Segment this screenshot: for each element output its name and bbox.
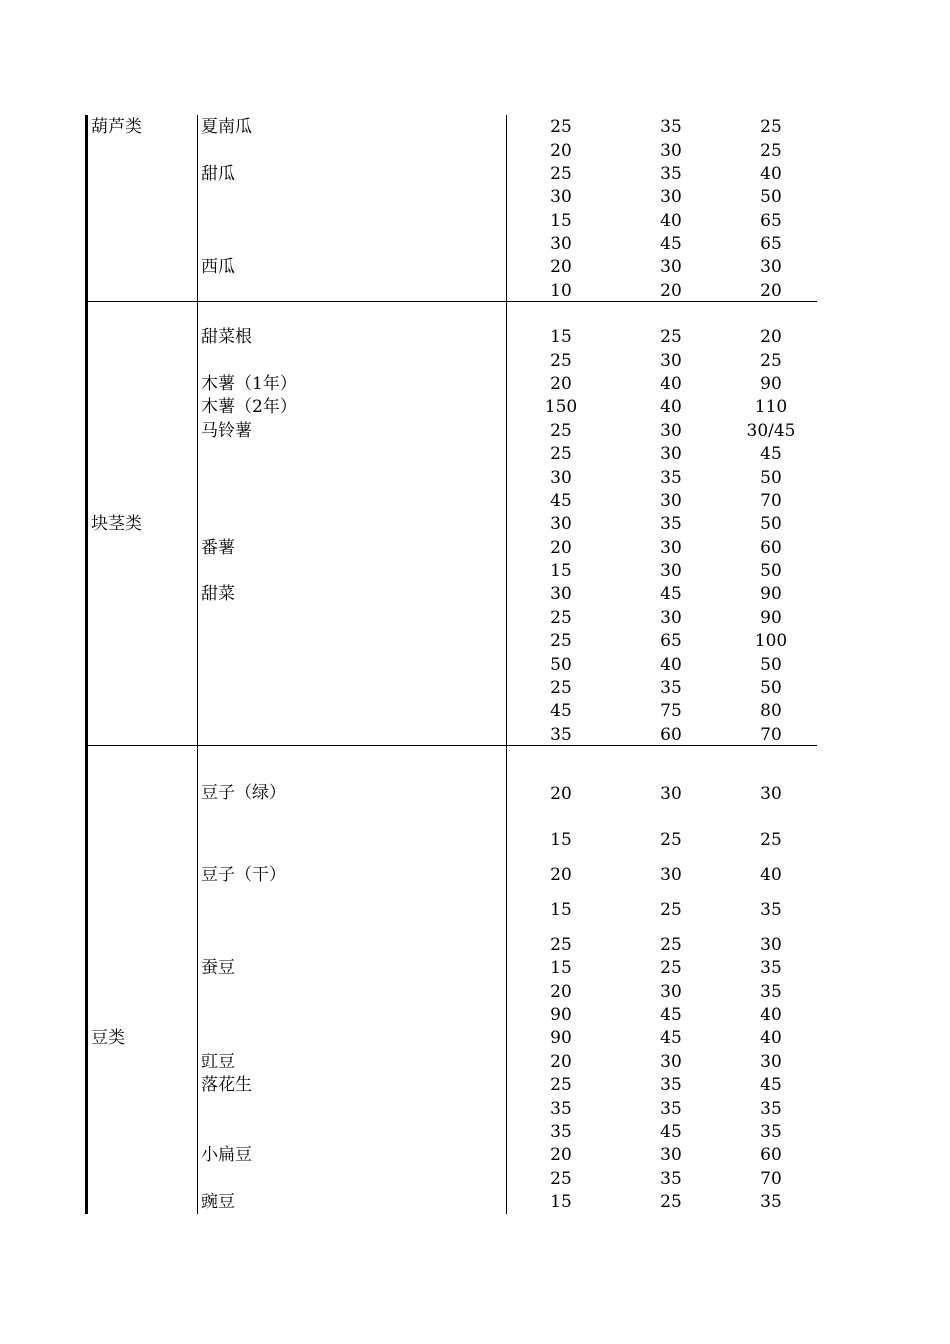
crop-name: 小扁豆 bbox=[201, 1145, 252, 1165]
value-cell: 25 bbox=[550, 608, 572, 628]
value-cell: 40 bbox=[660, 397, 682, 417]
value-cell: 30 bbox=[660, 141, 682, 161]
value-cell: 30 bbox=[660, 421, 682, 441]
value-cell: 25 bbox=[550, 421, 572, 441]
value-cell: 50 bbox=[760, 468, 782, 488]
group-divider-2 bbox=[88, 745, 817, 746]
crop-name: 木薯（2年） bbox=[201, 397, 297, 417]
value-cell: 30 bbox=[660, 491, 682, 511]
value-cell: 20 bbox=[550, 982, 572, 1002]
value-cell: 50 bbox=[760, 514, 782, 534]
value-cell: 20 bbox=[550, 784, 572, 804]
crop-name: 番薯 bbox=[201, 538, 235, 558]
value-cell: 25 bbox=[760, 351, 782, 371]
value-cell: 30 bbox=[550, 234, 572, 254]
value-cell: 35 bbox=[660, 164, 682, 184]
value-cell: 20 bbox=[550, 865, 572, 885]
crop-name: 木薯（1年） bbox=[201, 374, 297, 394]
crop-name: 甜菜根 bbox=[201, 327, 252, 347]
value-cell: 25 bbox=[550, 117, 572, 137]
value-cell: 50 bbox=[760, 187, 782, 207]
value-cell: 40 bbox=[760, 865, 782, 885]
crop-name: 甜菜 bbox=[201, 584, 235, 604]
value-cell: 70 bbox=[760, 1169, 782, 1189]
value-cell: 25 bbox=[550, 351, 572, 371]
crop-name: 夏南瓜 bbox=[201, 117, 252, 137]
value-cell: 45 bbox=[660, 1005, 682, 1025]
value-cell: 20 bbox=[550, 538, 572, 558]
value-cell: 35 bbox=[660, 1169, 682, 1189]
value-cell: 65 bbox=[760, 211, 782, 231]
value-cell: 25 bbox=[660, 900, 682, 920]
value-cell: 50 bbox=[550, 655, 572, 675]
value-cell: 30 bbox=[760, 935, 782, 955]
category-label: 葫芦类 bbox=[91, 117, 142, 137]
value-cell: 35 bbox=[660, 678, 682, 698]
value-cell: 35 bbox=[760, 958, 782, 978]
value-cell: 90 bbox=[760, 374, 782, 394]
value-cell: 30 bbox=[660, 538, 682, 558]
value-cell: 45 bbox=[550, 701, 572, 721]
value-cell: 40 bbox=[660, 211, 682, 231]
value-cell: 15 bbox=[550, 1192, 572, 1212]
value-cell: 150 bbox=[544, 397, 578, 417]
crop-name: 落花生 bbox=[201, 1075, 252, 1095]
value-cell: 35 bbox=[660, 1099, 682, 1119]
value-cell: 30 bbox=[660, 561, 682, 581]
crop-name: 西瓜 bbox=[201, 257, 235, 277]
value-cell: 20 bbox=[660, 281, 682, 301]
value-cell: 15 bbox=[550, 327, 572, 347]
value-cell: 30/45 bbox=[746, 421, 796, 441]
category-column-divider bbox=[197, 115, 198, 1214]
value-cell: 70 bbox=[760, 725, 782, 745]
value-cell: 20 bbox=[550, 1052, 572, 1072]
value-cell: 30 bbox=[660, 351, 682, 371]
value-cell: 40 bbox=[760, 1005, 782, 1025]
crop-name: 豆子（干） bbox=[201, 865, 286, 885]
value-cell: 25 bbox=[550, 631, 572, 651]
value-cell: 30 bbox=[760, 1052, 782, 1072]
value-cell: 30 bbox=[550, 468, 572, 488]
value-cell: 60 bbox=[760, 538, 782, 558]
left-border bbox=[85, 115, 88, 1214]
value-cell: 65 bbox=[760, 234, 782, 254]
value-cell: 35 bbox=[550, 1122, 572, 1142]
value-cell: 25 bbox=[660, 1192, 682, 1212]
value-cell: 25 bbox=[760, 141, 782, 161]
value-cell: 30 bbox=[550, 584, 572, 604]
value-cell: 50 bbox=[760, 655, 782, 675]
value-cell: 45 bbox=[760, 1075, 782, 1095]
value-cell: 10 bbox=[550, 281, 572, 301]
value-cell: 45 bbox=[550, 491, 572, 511]
crop-name: 甜瓜 bbox=[201, 164, 235, 184]
value-cell: 40 bbox=[660, 374, 682, 394]
value-cell: 35 bbox=[760, 1122, 782, 1142]
value-cell: 30 bbox=[660, 1145, 682, 1165]
value-cell: 40 bbox=[660, 655, 682, 675]
value-cell: 100 bbox=[754, 631, 788, 651]
value-cell: 90 bbox=[550, 1005, 572, 1025]
value-cell: 20 bbox=[550, 1145, 572, 1165]
value-cell: 15 bbox=[550, 958, 572, 978]
crop-column-divider bbox=[506, 115, 507, 1214]
value-cell: 90 bbox=[760, 608, 782, 628]
value-cell: 20 bbox=[550, 257, 572, 277]
value-cell: 20 bbox=[550, 141, 572, 161]
value-cell: 30 bbox=[660, 784, 682, 804]
crop-name: 马铃薯 bbox=[201, 421, 252, 441]
value-cell: 40 bbox=[760, 164, 782, 184]
value-cell: 40 bbox=[760, 1028, 782, 1048]
category-label: 块茎类 bbox=[91, 514, 142, 534]
value-cell: 45 bbox=[660, 1028, 682, 1048]
value-cell: 30 bbox=[550, 187, 572, 207]
value-cell: 25 bbox=[660, 327, 682, 347]
value-cell: 25 bbox=[550, 444, 572, 464]
value-cell: 65 bbox=[660, 631, 682, 651]
value-cell: 35 bbox=[660, 514, 682, 534]
value-cell: 35 bbox=[760, 1099, 782, 1119]
value-cell: 35 bbox=[550, 725, 572, 745]
crop-name: 蚕豆 bbox=[201, 958, 235, 978]
value-cell: 25 bbox=[550, 164, 572, 184]
value-cell: 90 bbox=[760, 584, 782, 604]
value-cell: 35 bbox=[550, 1099, 572, 1119]
value-cell: 15 bbox=[550, 830, 572, 850]
value-cell: 30 bbox=[660, 444, 682, 464]
value-cell: 25 bbox=[660, 958, 682, 978]
value-cell: 30 bbox=[760, 257, 782, 277]
crop-name: 豆子（绿） bbox=[201, 783, 286, 803]
value-cell: 75 bbox=[660, 701, 682, 721]
crop-name: 豇豆 bbox=[201, 1052, 235, 1072]
value-cell: 45 bbox=[760, 444, 782, 464]
value-cell: 25 bbox=[550, 1169, 572, 1189]
value-cell: 70 bbox=[760, 491, 782, 511]
value-cell: 25 bbox=[550, 1075, 572, 1095]
value-cell: 60 bbox=[760, 1145, 782, 1165]
value-cell: 30 bbox=[660, 865, 682, 885]
value-cell: 30 bbox=[660, 1052, 682, 1072]
value-cell: 50 bbox=[760, 561, 782, 581]
value-cell: 35 bbox=[760, 1192, 782, 1212]
value-cell: 90 bbox=[550, 1028, 572, 1048]
value-cell: 15 bbox=[550, 561, 572, 581]
value-cell: 60 bbox=[660, 725, 682, 745]
value-cell: 20 bbox=[550, 374, 572, 394]
value-cell: 20 bbox=[760, 281, 782, 301]
value-cell: 30 bbox=[660, 982, 682, 1002]
value-cell: 30 bbox=[660, 187, 682, 207]
category-label: 豆类 bbox=[91, 1028, 125, 1048]
value-cell: 30 bbox=[550, 514, 572, 534]
value-cell: 45 bbox=[660, 584, 682, 604]
value-cell: 30 bbox=[660, 257, 682, 277]
value-cell: 35 bbox=[660, 1075, 682, 1095]
value-cell: 50 bbox=[760, 678, 782, 698]
value-cell: 15 bbox=[550, 900, 572, 920]
value-cell: 20 bbox=[760, 327, 782, 347]
value-cell: 110 bbox=[754, 397, 788, 417]
value-cell: 30 bbox=[660, 608, 682, 628]
value-cell: 80 bbox=[760, 701, 782, 721]
crop-name: 豌豆 bbox=[201, 1192, 235, 1212]
group-divider-1 bbox=[88, 301, 817, 302]
value-cell: 35 bbox=[660, 117, 682, 137]
value-cell: 30 bbox=[760, 784, 782, 804]
value-cell: 45 bbox=[660, 234, 682, 254]
value-cell: 45 bbox=[660, 1122, 682, 1142]
value-cell: 25 bbox=[760, 830, 782, 850]
value-cell: 35 bbox=[660, 468, 682, 488]
value-cell: 15 bbox=[550, 211, 572, 231]
value-cell: 25 bbox=[660, 935, 682, 955]
value-cell: 25 bbox=[660, 830, 682, 850]
value-cell: 25 bbox=[550, 935, 572, 955]
value-cell: 35 bbox=[760, 900, 782, 920]
value-cell: 35 bbox=[760, 982, 782, 1002]
value-cell: 25 bbox=[760, 117, 782, 137]
value-cell: 25 bbox=[550, 678, 572, 698]
